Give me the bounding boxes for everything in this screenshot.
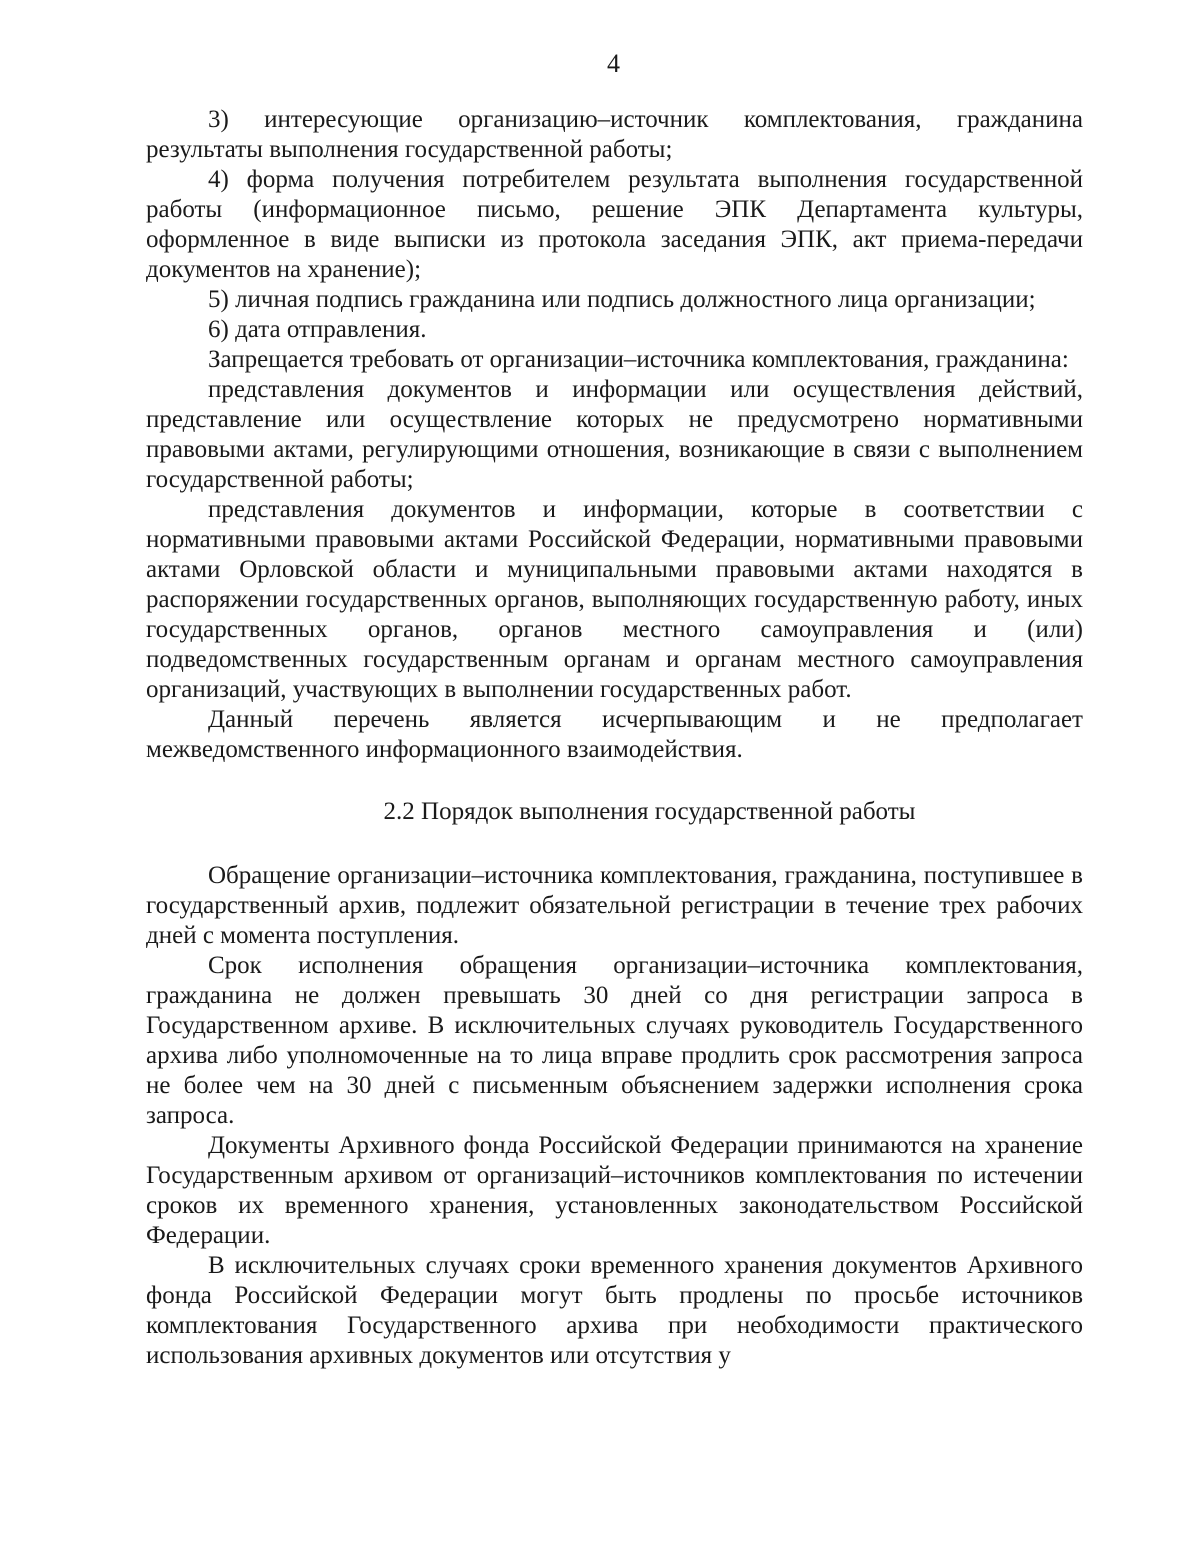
paragraph: представления документов и информации, которые в соответствии с нормативными правовыми актами Российской Федерации, нормативными правовыми актами Орловской области и муниципальными правовыми актами находятся в распоряжении государственных органов, выполняющих государственную работу, иных государственных органов, органов местного самоуправления и (или) подведомственных государственным органам и органам местного самоуправления организаций, участвующих в выполнении государственных работ. <box>146 496 1083 703</box>
paragraph: В исключительных случаях сроки временного хранения документов Архивного фонда Российской Федерации могут быть продлены по просьбе источников комплектования Государственного архива при необходимости практического использования архивных документов или отсутствия у <box>146 1252 1083 1369</box>
paragraph: 5) личная подпись гражданина или подпись должностного лица организации; <box>208 286 1036 313</box>
paragraph: 3) интересующие организацию–источник комплектования, гражданина результаты выполнения государственной работы; <box>146 106 1083 163</box>
paragraph: Документы Архивного фонда Российской Федерации принимаются на хранение Государственным архивом от организаций–источников комплектования по истечении сроков их временного хранения, установленных законодательством Российской Федерации. <box>146 1132 1083 1249</box>
document-body <box>146 105 1083 1371</box>
paragraph: Запрещается требовать от организации–источника комплектования, гражданина: <box>208 346 1069 373</box>
paragraph: 6) дата отправления. <box>208 316 427 343</box>
page-number: 4 <box>607 49 620 78</box>
paragraph: представления документов и информации или осуществления действий, представление или осуществление которых не предусмотрено нормативными правовыми актами, регулирующими отношения, возникающие в связи с выполнением государственной работы; <box>146 376 1083 493</box>
paragraph: 4) форма получения потребителем результата выполнения государственной работы (информационное письмо, решение ЭПК Департамента культуры, оформленное в виде выписки из протокола заседания ЭПК, акт приема-передачи документов на хранение); <box>146 166 1083 283</box>
paragraph-list-top <box>146 105 1083 765</box>
paragraph-list-bottom <box>146 861 1083 1371</box>
paragraph: Срок исполнения обращения организации–источника комплектования, гражданина не должен превышать 30 дней со дня регистрации запроса в Государственном архиве. В исключительных случаях руководитель Государственного архива либо уполномоченные на то лица вправе продлить срок рассмотрения запроса не более чем на 30 дней с письменным объяснением задержки исполнения срока запроса. <box>146 952 1083 1129</box>
paragraph: Обращение организации–источника комплектования, гражданина, поступившее в государственный архив, подлежит обязательной регистрации в течение трех рабочих дней с момента поступления. <box>146 862 1083 949</box>
paragraph: Данный перечень является исчерпывающим и не предполагает межведомственного информационного взаимодействия. <box>146 706 1083 763</box>
section-heading: 2.2 Порядок выполнения государственной работы <box>383 798 916 825</box>
